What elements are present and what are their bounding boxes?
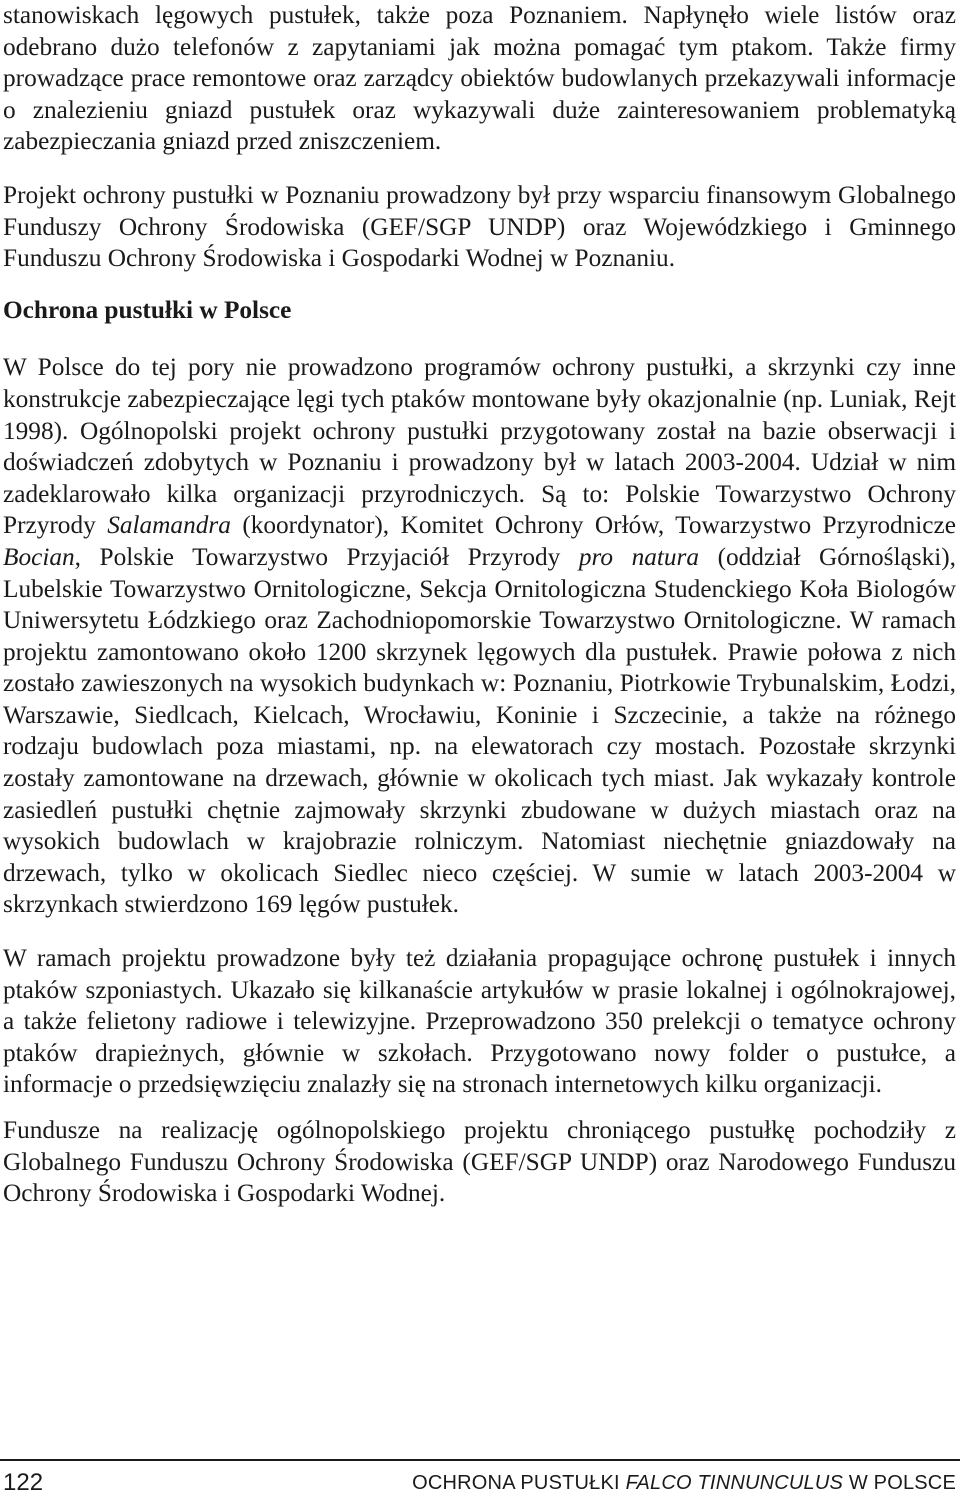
running-title-text: OCHRONA PUSTUŁKI [412,1472,626,1494]
text-run: , Polskie Towarzystwo Przyjaciół Przyrody [74,542,579,571]
italic-bocian: Bocian [3,542,75,571]
paragraph-national-project [3,352,956,921]
running-title-species: FALCO TINNUNCULUS [625,1472,844,1494]
running-title [412,1470,956,1496]
paragraph-promotion: W ramach projektu prowadzone były też działania propagujące ochronę pustułek i innych ptaków szponiastych. Ukazało się kilkanaście artykułów w prasie lokalnej i ogólnokrajowej, a także felietony radiowe i telewizyjne. Przeprowadzono 350 prelekcji o tematyce ochrony ptaków drapieżnych, głównie w szkołach. Przygotowano nowy folder o pustułce, a informacje o przedsięwzięciu znalazły się na stronach internetowych kilku organizacji. [3,944,956,1099]
page-footer [3,1468,956,1496]
text-run: (oddział Górnośląski), Lubelskie Towarzystwo Ornitologiczne, Sekcja Ornitologiczna Studenckiego Koła Biologów Uniwersytetu Łódzkiego oraz Zachodniopomorskie Towarzystwo Ornitologiczne. W ramach projektu zamontowano około 1200 skrzynek lęgowych dla pustułek. Prawie połowa z nich zostało zawieszonych na wysokich budynkach w: Poznaniu, Piotrkowie Trybunalskim, Łodzi, Warszawie, Siedlcach, Kielcach, Wrocławiu, Koninie i Szczecinie, a także na różnego rodzaju budowlach poza miastami, np. na elewatorach czy mostach. Pozostałe skrzynki zostały zamontowane na drzewach, głównie w okolicach tych miast. Jak wykazały kontrole zasiedleń pustułki chętnie zajmowały skrzynki zbudowane w dużych miastach oraz na wysokich budowlach w krajobrazie rolniczym. Natomiast niechętnie gniazdowały na drzewach, tylko w okolicach Siedlec nieco częściej. W sumie w latach 2003-2004 w skrzynkach stwierdzono 169 lęgów pustułek. [3,542,956,919]
page-number: 122 [3,1469,44,1496]
text-run: W Polsce do tej pory nie prowadzono programów ochrony pustułki, a skrzynki czy inne konstrukcje zabezpieczające lęgi tych ptaków montowane były okazjonalnie (np. Luniak, Rejt 1998). Ogólnopolski projekt ochrony pustułki przygotowany został na bazie obserwacji i doświadczeń zdobytych w Poznaniu i prowadzony był w latach 2003-2004. Udział w nim zadeklarowało kilka organizacji przyrodniczych. Są to: Polskie Towarzystwo Ochrony Przyrody [3,353,956,540]
running-title-text: W POLSCE [843,1472,956,1494]
section-heading: Ochrona pustułki w Polsce [3,295,292,324]
paragraph-funding-national: Fundusze na realizację ogólnopolskiego projektu chroniącego pustułkę pochodziły z Globalnego Funduszu Ochrony Środowiska (GEF/SGP UNDP) oraz Narodowego Funduszu Ochrony Środowiska i Gospodarki Wodnej. [3,1116,956,1208]
footer-rule [0,1459,960,1461]
paragraph-funding-poznan: Projekt ochrony pustułki w Poznaniu prowadzony był przy wsparciu finansowym Globalnego Funduszy Ochrony Środowiska (GEF/SGP UNDP) oraz Wojewódzkiego i Gminnego Funduszu Ochrony Środowiska i Gospodarki Wodnej w Poznaniu. [3,180,956,273]
document-page [3,0,956,1210]
italic-pro-natura: pro natura [578,542,700,571]
italic-salamandra: Salamandra [107,511,231,540]
text-run: (koordynator), Komitet Ochrony Orłów, Towarzystwo Przyrodnicze [230,511,956,540]
paragraph-nest-sites: stanowiskach lęgowych pustułek, także poza Poznaniem. Napłynęło wiele listów oraz odebrano dużo telefonów z zapytaniami jak można pomagać tym ptakom. Także firmy prowadzące prace remontowe oraz zarządcy obiektów budowlanych przekazywali informacje o znalezieniu gniazd pustułek oraz wykazywali duże zainteresowaniem problematyką zabezpieczania gniazd przed zniszczeniem. [3,1,956,156]
